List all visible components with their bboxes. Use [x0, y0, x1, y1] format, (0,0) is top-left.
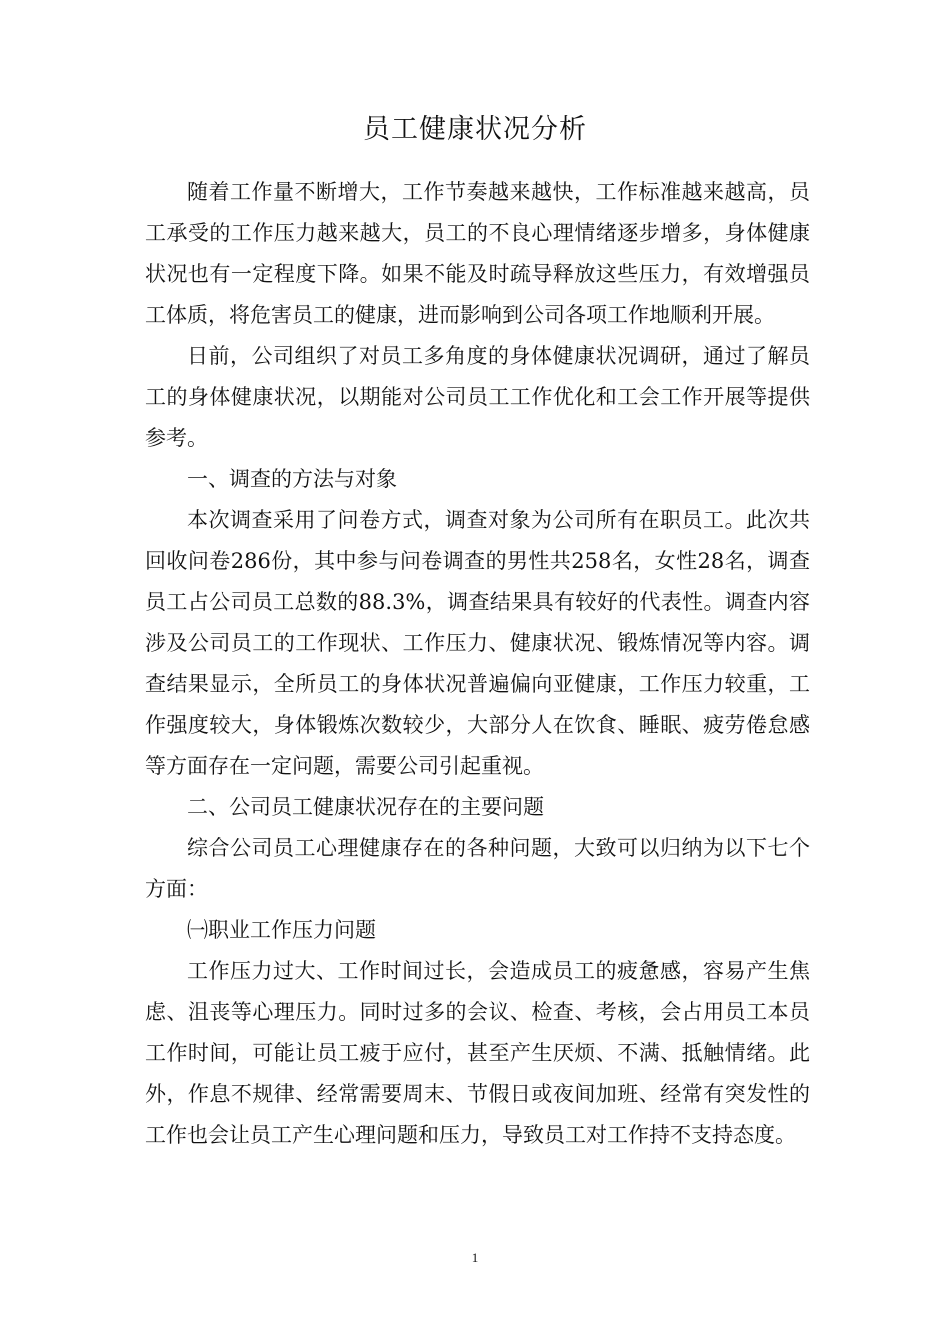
problems-summary-paragraph: 综合公司员工心理健康存在的各种问题，大致可以归纳为以下七个方面： — [145, 836, 810, 901]
survey-method-paragraph: 本次调查采用了问卷方式，调查对象为公司所有在职员工。此次共回收问卷286份，其中参与问卷调查的男性共258名，女性28名，调查员工占公司员工总数的88.3%，调查结果具有较好的代表性。调查内容涉及公司员工的工作现状、工作压力、健康状况、锻炼情况等内容。调查结果显示，全所员工的身体状况普遍偏向亚健康，工作压力较重，工作强度较大，身体锻炼次数较少，大部分人在饮食、睡眠、疲劳倦怠感等方面存在一定问题，需要公司引起重视。 — [145, 508, 810, 778]
section-heading-method: 一、调查的方法与对象 — [187, 467, 397, 491]
survey-purpose-paragraph: 日前，公司组织了对员工多角度的身体健康状况调研，通过了解员工的身体健康状况，以期能对公司员工工作优化和工会工作开展等提供参考。 — [145, 344, 810, 450]
section-heading-problems: 二、公司员工健康状况存在的主要问题 — [187, 795, 544, 819]
work-pressure-paragraph: 工作压力过大、工作时间过长，会造成员工的疲惫感，容易产生焦虑、沮丧等心理压力。同时过多的会议、检查、考核，会占用员工本员工作时间，可能让员工疲于应付，甚至产生厌烦、不满、抵触情绪。此外，作息不规律、经常需要周末、节假日或夜间加班、经常有突发性的工作也会让员工产生心理问题和压力，导致员工对工作持不支持态度。 — [145, 959, 810, 1147]
document-body — [145, 172, 810, 1156]
document-title: 员工健康状况分析 — [363, 114, 587, 145]
intro-paragraph: 随着工作量不断增大，工作节奏越来越快，工作标准越来越高，员工承受的工作压力越来越大，员工的不良心理情绪逐步增多，身体健康状况也有一定程度下降。如果不能及时疏导释放这些压力，有效增强员工体质，将危害员工的健康，进而影响到公司各项工作地顺利开展。 — [145, 180, 810, 327]
page-number: 1 — [471, 1250, 479, 1265]
subsection-heading-work-pressure: ㈠职业工作压力问题 — [187, 918, 376, 942]
